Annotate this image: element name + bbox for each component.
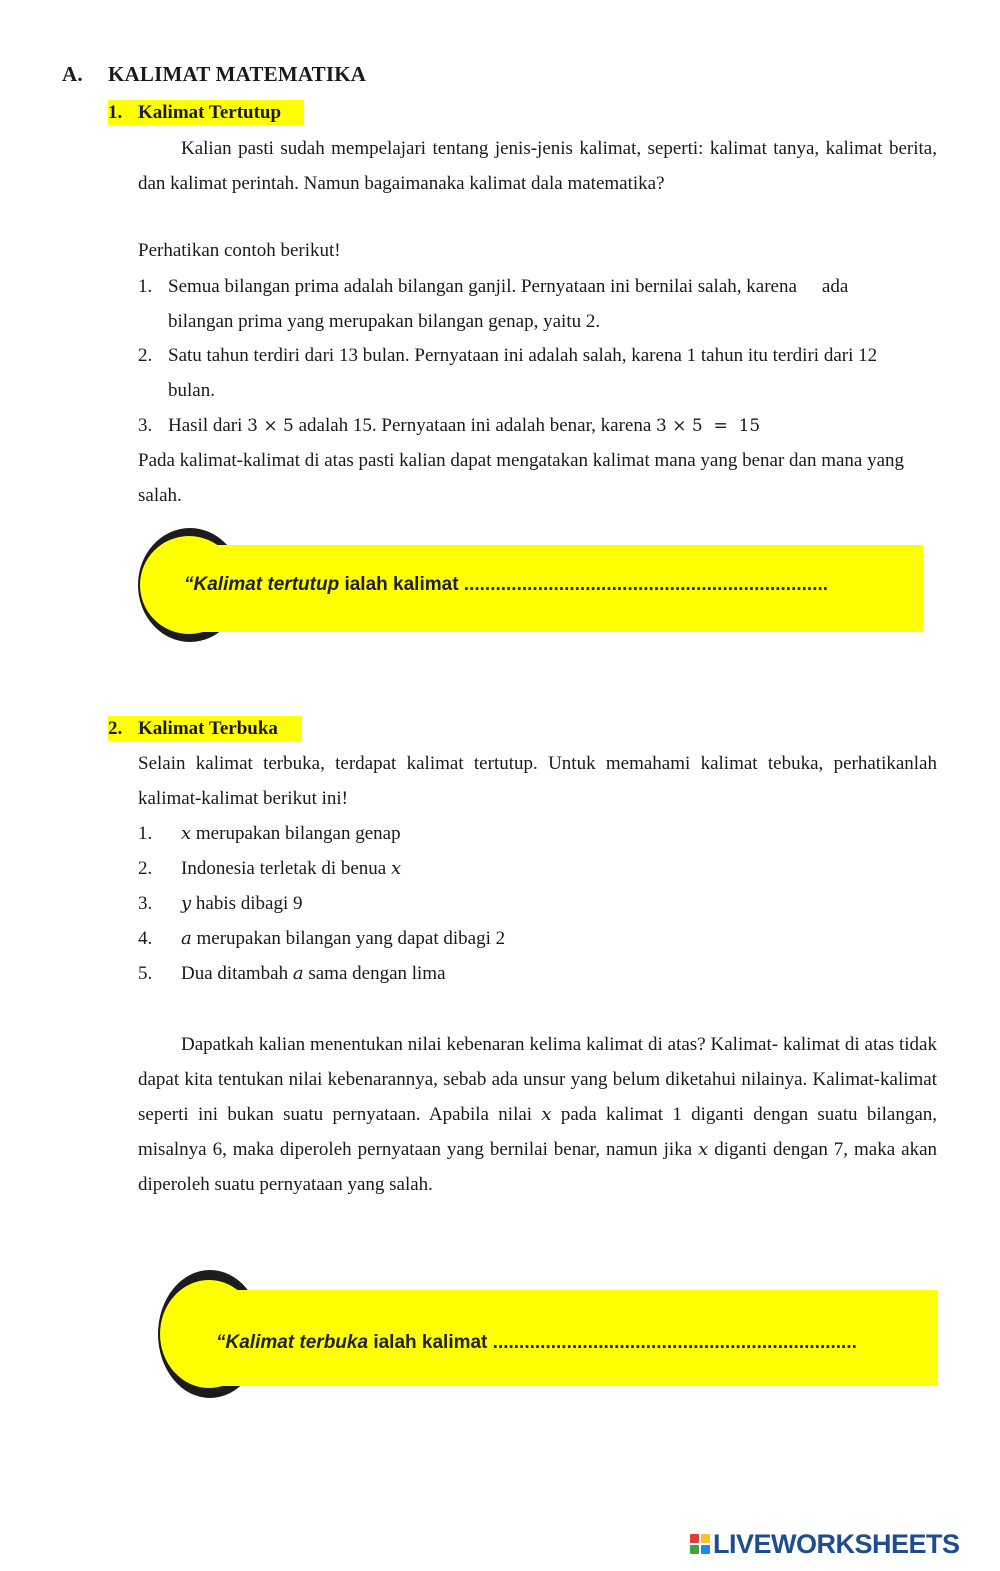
subheading-number: 2. xyxy=(108,718,123,739)
item-pre: Dua ditambah xyxy=(181,963,293,984)
callout-kalimat-tertutup xyxy=(138,528,923,642)
subheading-kalimat-tertutup xyxy=(108,100,304,125)
brand-name: LIVEWORKSHEETS xyxy=(713,1528,960,1559)
item-text: Hasil dari xyxy=(168,415,243,436)
math-expression: 3 × 5 = 15 xyxy=(656,416,761,436)
subheading-number: 1. xyxy=(108,102,123,123)
callout-text xyxy=(184,574,828,596)
item-line-2: bilangan prima yang merupakan bilangan genap, yaitu 2. xyxy=(168,311,601,332)
item-number: 3. xyxy=(138,415,153,436)
section-title xyxy=(62,62,366,86)
item-line xyxy=(168,269,928,304)
item-text xyxy=(181,886,303,921)
item-text: adalah 15. Pernyataan ini adalah benar, karena xyxy=(298,415,652,436)
item-post: merupakan bilangan yang dapat dibagi 2 xyxy=(191,928,506,949)
logo-square-green xyxy=(690,1545,699,1554)
logo-square-yellow xyxy=(701,1534,710,1543)
item-text-tail: ada xyxy=(821,276,849,297)
section-letter: A. xyxy=(62,62,83,86)
prompt-text: Perhatikan contoh berikut! xyxy=(138,240,341,261)
item-number: 2. xyxy=(138,858,153,879)
math-variable: a xyxy=(292,963,304,984)
paragraph-part: pada kalimat 1 diganti dengan suatu bilangan, misalnya 6, maka diperoleh pernyataan yang bernilai benar, namun jika xyxy=(138,1104,937,1160)
callout-quote: “ xyxy=(184,574,194,595)
math-variable: x xyxy=(541,1104,552,1125)
subheading-kalimat-terbuka xyxy=(108,716,302,741)
callout-quote: “ xyxy=(216,1332,226,1353)
math-variable: a xyxy=(181,928,192,949)
liveworksheets-brand[interactable] xyxy=(690,1527,960,1561)
explanation-paragraph xyxy=(138,1027,937,1202)
logo-square-red xyxy=(690,1534,699,1543)
item-number: 1. xyxy=(138,823,153,844)
callout-kalimat-terbuka xyxy=(158,1270,938,1398)
item-line xyxy=(168,408,928,444)
callout-rest: ialah kalimat ..................................................................... xyxy=(339,574,829,595)
callout-italic: Kalimat tertutup xyxy=(193,574,340,595)
item-pre: Indonesia terletak di benua xyxy=(181,858,391,879)
item-number: 4. xyxy=(138,928,153,949)
math-variable: x xyxy=(181,823,192,844)
intro-paragraph: Kalian pasti sudah mempelajari tentang jenis-jenis kalimat, seperti: kalimat tanya, kalimat berita, dan kalimat perintah. Namun bagaimanaka kalimat dala matematika? xyxy=(138,138,937,194)
item-number: 2. xyxy=(138,345,153,366)
item-text xyxy=(181,851,401,886)
section-title-text: KALIMAT MATEMATIKA xyxy=(108,62,367,86)
conclusion-paragraph: Pada kalimat-kalimat di atas pasti kalian dapat mengatakan kalimat mana yang benar dan mana yang salah. xyxy=(138,450,905,506)
logo-square-blue xyxy=(701,1545,710,1554)
paragraph-part: diganti dengan 7, maka akan diperoleh suatu pernyataan yang salah. xyxy=(138,1139,937,1195)
callout-italic: Kalimat terbuka xyxy=(225,1332,369,1353)
paragraph-part: Dapatkah kalian menentukan nilai kebenaran kelima kalimat di atas? Kalimat- kalimat di atas tidak dapat kita tentukan nilai kebenarannya, sebab ada unsur yang belum diketahui nilainya. Kalimat-kalimat seperti ini bukan suatu pernyataan. Apabila nilai xyxy=(138,1034,937,1125)
liveworksheets-logo-icon xyxy=(690,1534,710,1554)
math-variable: y xyxy=(181,893,192,914)
item-text xyxy=(181,921,505,956)
callout-text xyxy=(216,1332,857,1354)
math-variable: x xyxy=(698,1139,709,1160)
item-post: habis dibagi 9 xyxy=(191,893,303,914)
subheading-title: Kalimat Tertutup xyxy=(138,102,282,123)
item-post: merupakan bilangan genap xyxy=(191,823,401,844)
math-variable: x xyxy=(390,858,402,879)
item-text: Semua bilangan prima adalah bilangan ganjil. Pernyataan ini bernilai salah, karena xyxy=(168,276,797,297)
intro-paragraph: Selain kalimat terbuka, terdapat kalimat tertutup. Untuk memahami kalimat tebuka, perhatikanlah kalimat-kalimat berikut ini! xyxy=(138,753,937,809)
subheading-title: Kalimat Terbuka xyxy=(138,718,278,739)
item-post: sama dengan lima xyxy=(303,963,446,984)
item-text xyxy=(181,956,446,991)
item-line-2: bulan. xyxy=(168,380,215,401)
math-expression: 3 × 5 xyxy=(247,416,294,436)
item-number: 3. xyxy=(138,893,153,914)
item-number: 5. xyxy=(138,963,153,984)
item-text xyxy=(181,816,401,851)
item-number: 1. xyxy=(138,276,153,297)
item-line: Satu tahun terdiri dari 13 bulan. Pernyataan ini adalah salah, karena 1 tahun itu terdiri dari 12 xyxy=(168,345,878,366)
callout-rest: ialah kalimat ..................................................................... xyxy=(368,1332,857,1353)
